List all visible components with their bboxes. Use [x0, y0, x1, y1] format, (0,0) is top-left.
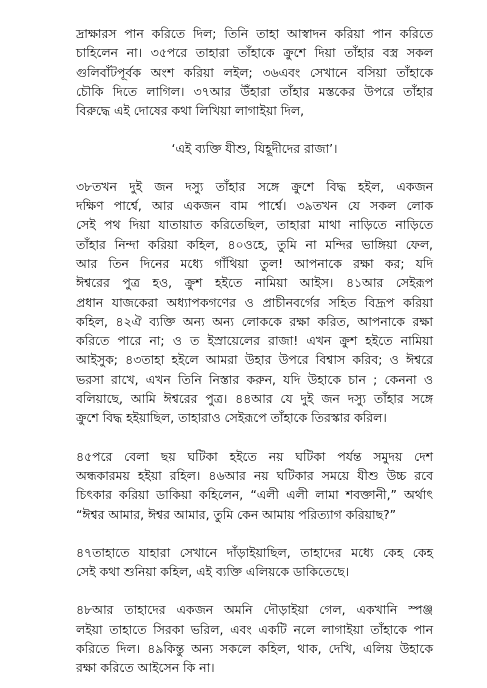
- text-line: ‘এই ব্যক্তি যীশু, যিহূদীদের রাজা’।: [171, 141, 338, 157]
- text-line: ৪৮আর তাহাদের একজন অমনি দৌড়াইয়া গেল, একখানি স্পঞ্জ: [76, 602, 433, 618]
- paragraph-verses-45-46: [76, 447, 433, 524]
- text-line: দক্ষিণ পার্শ্বে, আর একজন বাম পার্শ্বে। ৩৯তখন যে সকল লোক: [76, 198, 433, 214]
- text-line: লইয়া তাহাতে সিরকা ভরিল, এবং একটি নলে লাগাইয়া তাঁহাকে পান: [76, 621, 433, 637]
- text-line: রক্ষা করিতে আইসেন কি না।: [76, 660, 215, 676]
- text-line: তাঁহার নিন্দা করিয়া কহিল, ৪০ওহে, তুমি না মন্দির ভাঙ্গিয়া ফেল,: [76, 236, 433, 252]
- text-line: চাহিলেন না। ৩৫পরে তাহারা তাঁহাকে ক্রুশে দিয়া তাঁহার বস্ত্র সকল: [76, 45, 433, 61]
- text-line: বিরুদ্ধে এই দোষের কথা লিখিয়া লাগাইয়া দিল,: [76, 103, 305, 119]
- text-line: কহিল, ৪২ঐ ব্যক্তি অন্য অন্য লোককে রক্ষা করিত, আপনাকে রক্ষা: [76, 313, 433, 329]
- paragraph-verses-48-49: [76, 600, 433, 677]
- text-line: ৩৮তখন দুই জন দস্যু তাঁহার সঙ্গে ক্রুশে বিদ্ধ হইল, একজন: [76, 178, 433, 194]
- text-line: আইসুক; ৪৩তাহা হইলে আমরা উহার উপরে বিশ্বাস করিব; ও ঈশ্বরে: [76, 352, 433, 368]
- text-line: সেই পথ দিয়া যাতায়াত করিতেছিল, তাহারা মাথা নাড়িতে নাড়িতে: [76, 217, 433, 233]
- text-line: ৪৭তাহাতে যাহারা সেখানে দাঁড়াইয়াছিল, তাহাদের মধ্যে কেহ কেহ: [76, 544, 433, 560]
- paragraph-verses-38-44: [76, 177, 433, 428]
- paragraph-verses-34-37: [76, 24, 433, 120]
- text-line: চৌকি দিতে লাগিল। ৩৭আর উঁহারা তাঁহার মস্তকের উপরে তাঁহার: [76, 83, 433, 99]
- text-line: গুলিবাঁটপূর্বক অংশ করিয়া লইল; ৩৬এবং সেখানে বসিয়া তাঁহাকে: [76, 64, 433, 80]
- text-line: ঈশ্বরের পুত্র হও, ক্রুশ হইতে নামিয়া আইস। ৪১আর সেইরূপ: [76, 275, 433, 291]
- text-line: চিৎকার করিয়া ডাকিয়া কহিলেন, “এলী এলী লামা শবক্তানী,” অর্থাৎ: [76, 487, 433, 503]
- paragraph-verse-47: [76, 543, 433, 582]
- text-line: ক্রুশে বিদ্ধ হইয়াছিল, তাহারাও সেইরূপে তাঁহাকে তিরস্কার করিল।: [76, 410, 387, 426]
- text-line: সেই কথা শুনিয়া কহিল, এই ব্যক্তি এলিয়কে ডাকিতেছে।: [76, 564, 350, 580]
- text-line: অন্ধকারময় হইয়া রহিল। ৪৬আর নয় ঘটিকার সময়ে যীশু উচ্চ রবে: [76, 467, 433, 483]
- text-line: “ঈশ্বর আমার, ঈশ্বর আমার, তুমি কেন আমায় পরিত্যাগ করিয়াছ?”: [76, 506, 397, 522]
- text-line: প্রধান যাজকেরা অধ্যাপকগণের ও প্রাচীনবর্গের সহিত বিদ্রূপ করিয়া: [76, 294, 433, 310]
- text-line: করিতে দিল। ৪৯কিন্তু অন্য সকলে কহিল, থাক, দেখি, এলিয় উহাকে: [76, 641, 433, 657]
- text-line: বলিয়াছে, আমি ঈশ্বরের পুত্র। ৪৪আর যে দুই জন দস্যু তাঁহার সঙ্গে: [76, 391, 433, 407]
- text-line: দ্রাক্ষারস পান করিতে দিল; তিনি তাহা আস্বাদন করিয়া পান করিতে: [76, 26, 433, 41]
- text-line: ভরসা রাখে, এখন তিনি নিস্তার করুন, যদি উহাকে চান ; কেননা ও: [76, 371, 433, 387]
- text-line: করিতে পারে না; ও ত ইস্রায়েলের রাজা! এখন ক্রুশ হইতে নামিয়া: [76, 333, 433, 349]
- text-line: আর তিন দিনের মধ্যে গাঁথিয়া তুল! আপনাকে রক্ষা কর; যদি: [76, 255, 433, 271]
- text-line: ৪৫পরে বেলা ছয় ঘটিকা হইতে নয় ঘটিকা পর্যন্ত সমুদয় দেশ: [76, 448, 433, 464]
- inscription-line: [76, 139, 433, 158]
